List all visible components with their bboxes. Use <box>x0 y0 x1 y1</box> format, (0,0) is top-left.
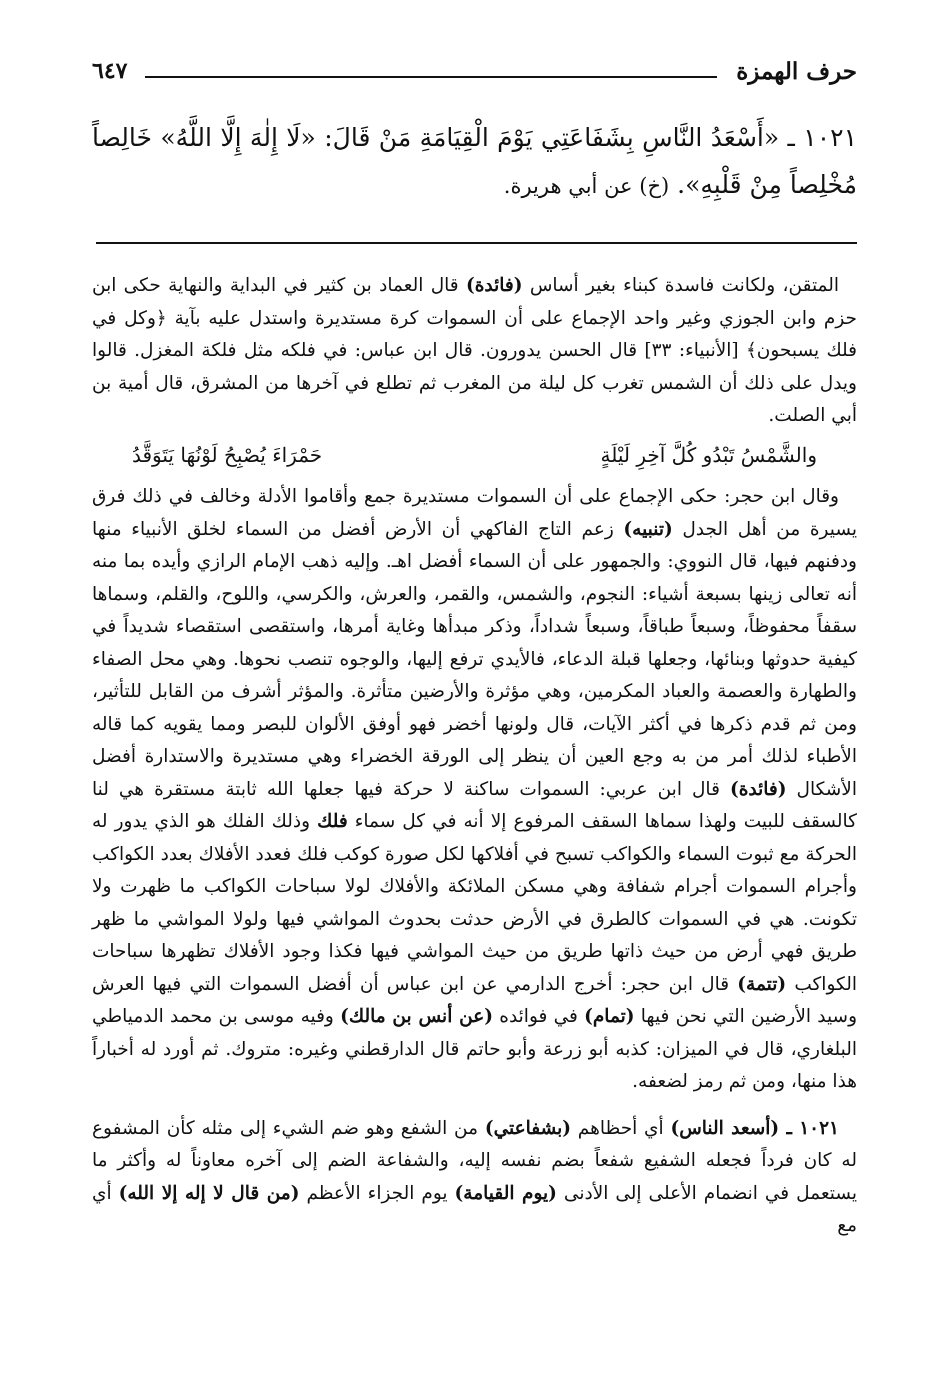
page-number: ٦٤٧ <box>92 58 128 84</box>
poetry-verse <box>92 433 857 482</box>
verse-second-hemistich: حَمْرَاءَ يُصْبِحُ لَوْنُهَا يَتَوَقَّدُ <box>132 442 323 467</box>
verse-first-hemistich: والشَّمْسُ تَبْدُو كُلَّ آخِرِ لَيْلَةٍ <box>600 442 817 467</box>
paragraph-gap <box>92 1099 857 1113</box>
header-rule <box>145 76 717 78</box>
commentary-paragraph-1: المتقن، ولكانت فاسدة كبناء بغير أساس (فائدة) قال العماد بن كثير في البداية والنهاية حكى ابن حزم وابن الجوزي وغير واحد الإجماع على أن السموات كرة مستديرة واستدل عليه بآية ﴿وكل في فلك يسبحون﴾ [الأنبياء: ٣٣] قال الحسن يدورون. قال ابن عباس: في فلكه مثل فلكة المغزل. قالوا ويدل على ذلك أن الشمس تغرب كل ليلة من المغرب ثم تطلع في آخرها من المشرق، قال أمية بن أبي الصلت. <box>92 275 858 426</box>
hadith-body: ١٠٢١ ـ «أَسْعَدُ النَّاسِ بِشَفَاعَتِي يَوْمَ الْقِيَامَةِ مَنْ قَالَ: «لَا إِلٰهَ إِلَّا اللَّهُ» خَالِصاً مُخْلِصاً مِنْ قَلْبِهِ». <box>92 123 857 199</box>
separator-rule <box>96 242 857 244</box>
commentary <box>92 270 857 1243</box>
commentary-paragraph-2: وقال ابن حجر: حكى الإجماع على أن السموات مستديرة جمع وأقاموا الأدلة وخالف في ذلك فرق يسيرة من أهل الجدل (تنبيه) زعم التاج الفاكهي أن الأرض أفضل من السماء لخلق الأنبياء منها ودفنهم فيها، قال النووي: والجمهور على أن السماء أفضل اهـ. وإليه ذهب الإمام الرازي وأيده بما منه أنه تعالى زينها بسبعة أشياء: النجوم، والشمس، والقمر، والعرش، والكرسي، واللوح، والقلم، وسماها سقفاً محفوظاً، وسبعاً طباقاً، وسبعاً شداداً، وذكر مبدأها وغاية أمرها، واستقصى استقصاء شديداً في كيفية حدوثها وبنائها، وجعلها قبلة الدعاء، فالأيدي ترفع إليها، والوجوه تنصب نحوها. وهي محل الصفاء والطهارة والعصمة والعباد المكرمين، وهي مؤثرة والأرضين متأثرة. والمؤثر أشرف من القابل للتأثير، ومن ثم قدم ذكرها في أكثر الآيات، قال ولونها أخضر فهو أوفق الألوان للبصر ومما يقويه كما قاله الأطباء لذلك أمر من به وجع العين أن ينظر إلى الورقة الخضراء وهي مستديرة والاستدارة أفضل الأشكال (فائدة) قال ابن عربي: السموات ساكنة لا حركة فيها جعلها الله ثابتة مستقرة هي لنا كالسقف للبيت ولهذا سماها السقف المرفوع إلا أنه في كل سماء فلك وذلك الفلك هو الذي يدور له الحركة مع ثبوت السماء والكواكب تسبح في أفلاكها لكل صورة كوكب فلك فعدد الأفلاك بعدد الكواكب وأجرام السموات أجرام شفافة وهي مسكن الملائكة والأفلاك لولا سباحات الكواكب ما ظهرت ولا تكونت. هي في السموات كالطرق في الأرض حدثت بحدوث المواشي فيها ولولا المواشي ما ظهر طريق فهي أرض من حيث ذاتها طريق من حيث المواشي فيها فكذا وجود الأفلاك تظهرها سباحات الكواكب (تتمة) قال ابن حجر: أخرج الدارمي عن ابن عباس أن أفضل السموات التي فيها العرش وسيد الأرضين التي نحن فيها (تمام) في فوائده (عن أنس بن مالك) وفيه موسى بن محمد الدمياطي البلغاري، قال في الميزان: كذبه أبو زرعة وأبو حاتم قال الدارقطني وغيره: متروك. ثم أورد له أخباراً هذا منها، ومن ثم رمز لضعفه. <box>92 486 857 1092</box>
hadith-text <box>92 114 857 210</box>
hadith-source: (خ) عن أبي هريرة. <box>503 174 670 198</box>
chapter-title: حرف الهمزة <box>736 58 857 85</box>
commentary-paragraph-3: ١٠٢١ ـ (أسعد الناس) أي أحظاهم (بشفاعتي) من الشفع وهو ضم الشيء إلى مثله كأن المشفوع له كان فرداً فجعله الشفيع شفعاً بضم نفسه إليه، والشفاعة الضم إلى آخره معاوناً له وأكثر ما يستعمل في انضمام الأعلى إلى الأدنى (يوم القيامة) يوم الجزاء الأعظم (من قال لا إله إلا الله) أي مع <box>92 1117 857 1236</box>
